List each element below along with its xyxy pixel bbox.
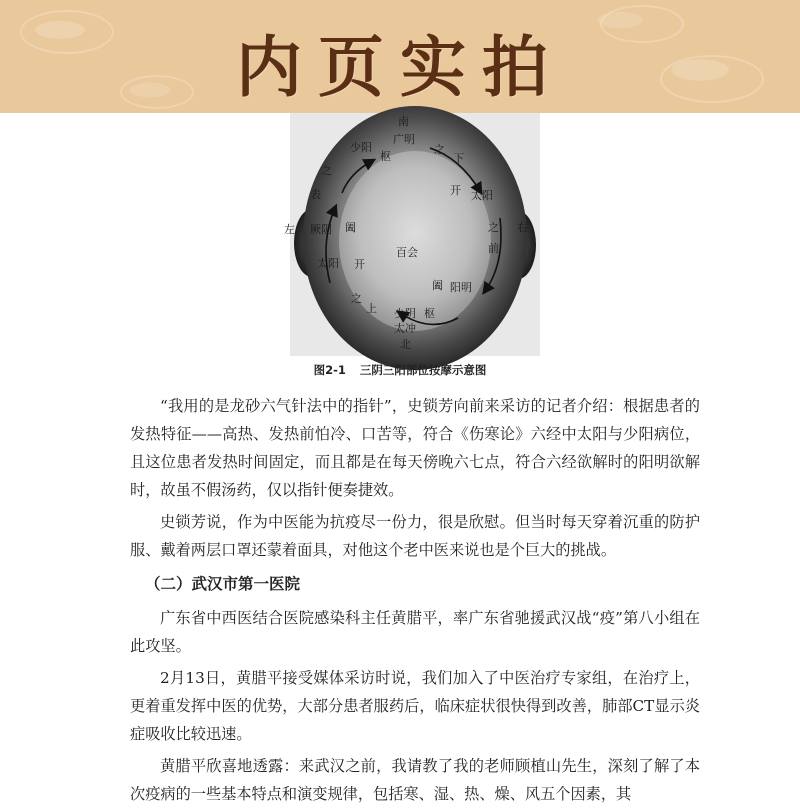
paragraph-4: 2月13日，黄腊平接受媒体采访时说，我们加入了中医治疗专家组，在治疗上，更着重发挥中医的优势，大部分患者服药后，临床症状很快得到改善，肺部CT显示炎症吸收比较迅速。: [130, 669, 700, 743]
label-xia: 下: [453, 152, 464, 165]
label-shu-top: 枢: [380, 150, 391, 163]
label-zhi-top-right: 之: [434, 143, 445, 156]
label-zhi-right: 之: [488, 221, 499, 234]
label-he-bottom: 阖: [432, 279, 443, 292]
banner-title: 内页实拍: [236, 28, 564, 106]
label-shu-bottom: 枢: [424, 307, 435, 320]
label-yangming: 阳明: [450, 281, 472, 294]
label-baihui: 百会: [396, 246, 418, 259]
label-taiyang-right: 太阳: [471, 189, 493, 202]
label-zhi-bottom: 之: [351, 292, 362, 305]
label-taichong: 太冲: [394, 322, 416, 335]
figure-caption-number: 图2-1: [313, 363, 346, 377]
label-zhi-left: 之: [321, 164, 332, 177]
label-biao: 表: [310, 188, 321, 201]
section-heading: （二）武汉市第一医院: [145, 575, 301, 593]
label-bei: 北: [400, 338, 411, 351]
label-south: 南: [398, 115, 409, 128]
label-taiyang-left: 太阳: [317, 257, 339, 270]
figure-caption-text: 三阴三阳部位按摩示意图: [359, 363, 487, 377]
paragraph-3: 广东省中西医结合医院感染科主任黄腊平，率广东省驰援武汉战“疫”第八小组在此攻坚。: [130, 609, 700, 655]
label-shang: 上: [366, 302, 377, 315]
paragraph-5: 黄腊平欣喜地透露：来武汉之前，我请教了我的老师顾植山先生，深刻了解了本次疫病的一些基本特点和演变规律，包括寒、湿、热、燥、风五个因素，其: [130, 757, 700, 803]
label-zuo: 左: [284, 223, 295, 236]
label-jueyin: 厥阴: [310, 223, 332, 236]
label-shaoyang-top: 少阳: [350, 141, 372, 154]
label-kai-left: 开: [354, 258, 365, 271]
label-shaoyin: 少阴: [394, 307, 416, 320]
figure-caption: [0, 362, 800, 378]
label-he: 阖: [345, 221, 356, 234]
label-you: 右: [517, 221, 528, 234]
head-massage-figure: [284, 113, 540, 356]
label-qian: 前: [488, 242, 499, 255]
header-banner: [0, 0, 800, 113]
paragraph-1: “我用的是龙砂六气针法中的指针”，史锁芳向前来采访的记者介绍：根据患者的发热特征——高热、发热前怕冷、口苦等，符合《伤寒论》六经中太阳与少阳病位，且这位患者发热时间固定，而且都是在每天傍晚六七点，符合六经欲解时的阳明欲解时，故虽不假汤药，仅以指针便奏捷效。: [130, 397, 700, 499]
label-guangming: 广明: [393, 133, 415, 146]
label-kai-right: 开: [450, 184, 461, 197]
body-text: [130, 392, 700, 812]
paragraph-2: 史锁芳说，作为中医能为抗疫尽一份力，很是欣慰。但当时每天穿着沉重的防护服、戴着两层口罩还蒙着面具，对他这个老中医来说也是个巨大的挑战。: [130, 513, 700, 559]
